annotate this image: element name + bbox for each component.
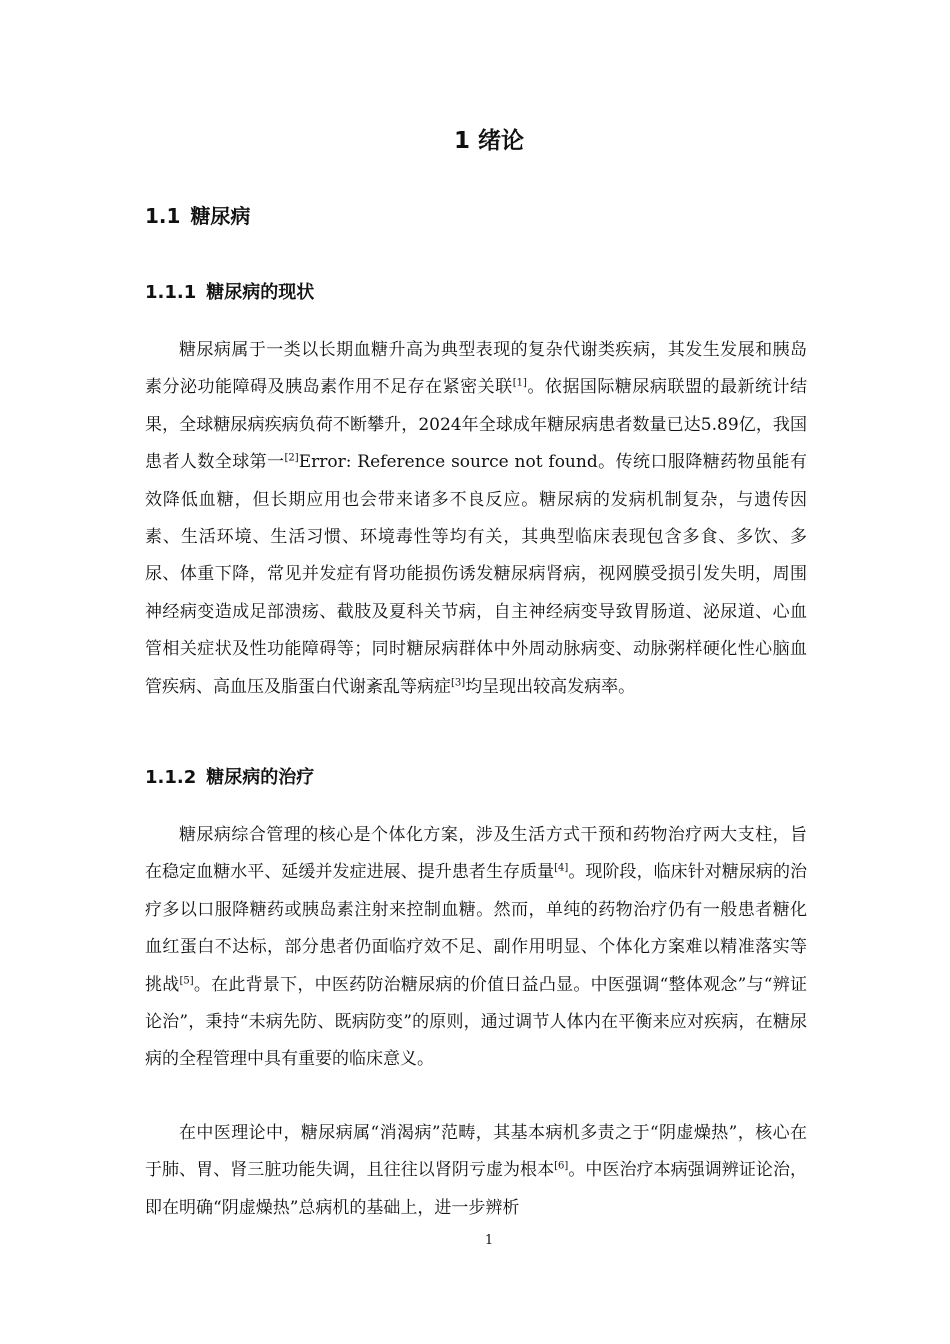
- subsection-heading-treatment: [145, 764, 314, 792]
- chapter-title: 1 绪论: [453, 128, 524, 154]
- citation[interactable]: [5]: [179, 974, 194, 986]
- paragraph-text: 均呈现出较高发病率。: [465, 676, 636, 697]
- paragraph-text: 糖尿病属于一类以长期血糖升高为典型表现的复杂代谢类疾病，其发生发展和胰岛素分泌功能障碍及胰岛素作用不足存在紧密关联: [145, 340, 807, 398]
- paragraph-text: 在中医理论中，糖尿病属“消渴病”范畴，其基本病机多责之于“阴虚燥热”，核心在于肺、胃、肾三脏功能失调，且往往以肾阴亏虚为根本: [145, 1123, 807, 1181]
- subsection-number: 1.1.1: [145, 282, 197, 303]
- paragraph-text: Error: Reference source not found。传统口服降糖药物虽能有效降低血糖，但长期应用也会带来诸多不良反应。糖尿病的发病机制复杂，与遗传因素、生活环境、生活习惯、环境毒性等均有关，其典型临床表现包含多食、多饮、多尿、体重下降，常见并发症有肾功能损伤诱发糖尿病肾病，视网膜受损引发失明，周围神经病变造成足部溃疡、截肢及夏科关节病，自主神经病变导致胃肠道、泌尿道、心血管相关症状及性功能障碍等；同时糖尿病群体中外周动脉病变、动脉粥样硬化性心脑血管疾病、高血压及脂蛋白代谢紊乱等病症: [145, 452, 807, 697]
- paragraph-diabetes-treatment: [145, 817, 807, 1079]
- subsection-number: 1.1.2: [145, 767, 197, 788]
- citation[interactable]: [1]: [512, 377, 527, 389]
- section-heading: [145, 201, 250, 231]
- paragraph-text: 。依据国际糖尿病联盟的最新统计结果，全球糖尿病疾病负荷不断攀升，2024年全球成年糖尿病患者数量已达5.89亿，我国患者人数全球第一: [145, 377, 808, 473]
- section-number: 1.1: [145, 204, 181, 228]
- citation[interactable]: [2]: [284, 452, 299, 464]
- paragraph-diabetes-status: [145, 332, 807, 706]
- citation[interactable]: [6]: [554, 1160, 569, 1172]
- paragraph-text: 。现阶段，临床针对糖尿病的治疗多以口服降糖药或胰岛素注射来控制血糖。然而，单纯的药物治疗仍有一般患者糖化血红蛋白不达标，部分患者仍面临疗效不足、副作用明显、个体化方案难以精准落实等挑战: [145, 862, 808, 995]
- paragraph-tcm-theory: [145, 1115, 807, 1227]
- paragraph-text: 。在此背景下，中医药防治糖尿病的价值日益凸显。中医强调“整体观念”与“辨证论治”，秉持“未病先防、既病防变”的原则，通过调节人体内在平衡来应对疾病，在糖尿病的全程管理中具有重要的临床意义。: [145, 974, 807, 1070]
- page-number: 1: [484, 1233, 494, 1248]
- subsection-heading-status: [145, 279, 314, 307]
- citation[interactable]: [4]: [554, 862, 569, 874]
- citation[interactable]: [3]: [451, 677, 466, 688]
- section-title: 糖尿病: [190, 204, 251, 228]
- subsection-title: 糖尿病的现状: [206, 282, 315, 303]
- subsection-title: 糖尿病的治疗: [206, 767, 315, 788]
- paragraph-text: 。中医治疗本病强调辨证论治，即在明确“阴虚燥热”总病机的基础上，进一步辨析: [145, 1160, 808, 1218]
- paragraph-text: 糖尿病综合管理的核心是个体化方案，涉及生活方式干预和药物治疗两大支柱，旨在稳定血糖水平、延缓并发症进展、提升患者生存质量: [145, 825, 807, 883]
